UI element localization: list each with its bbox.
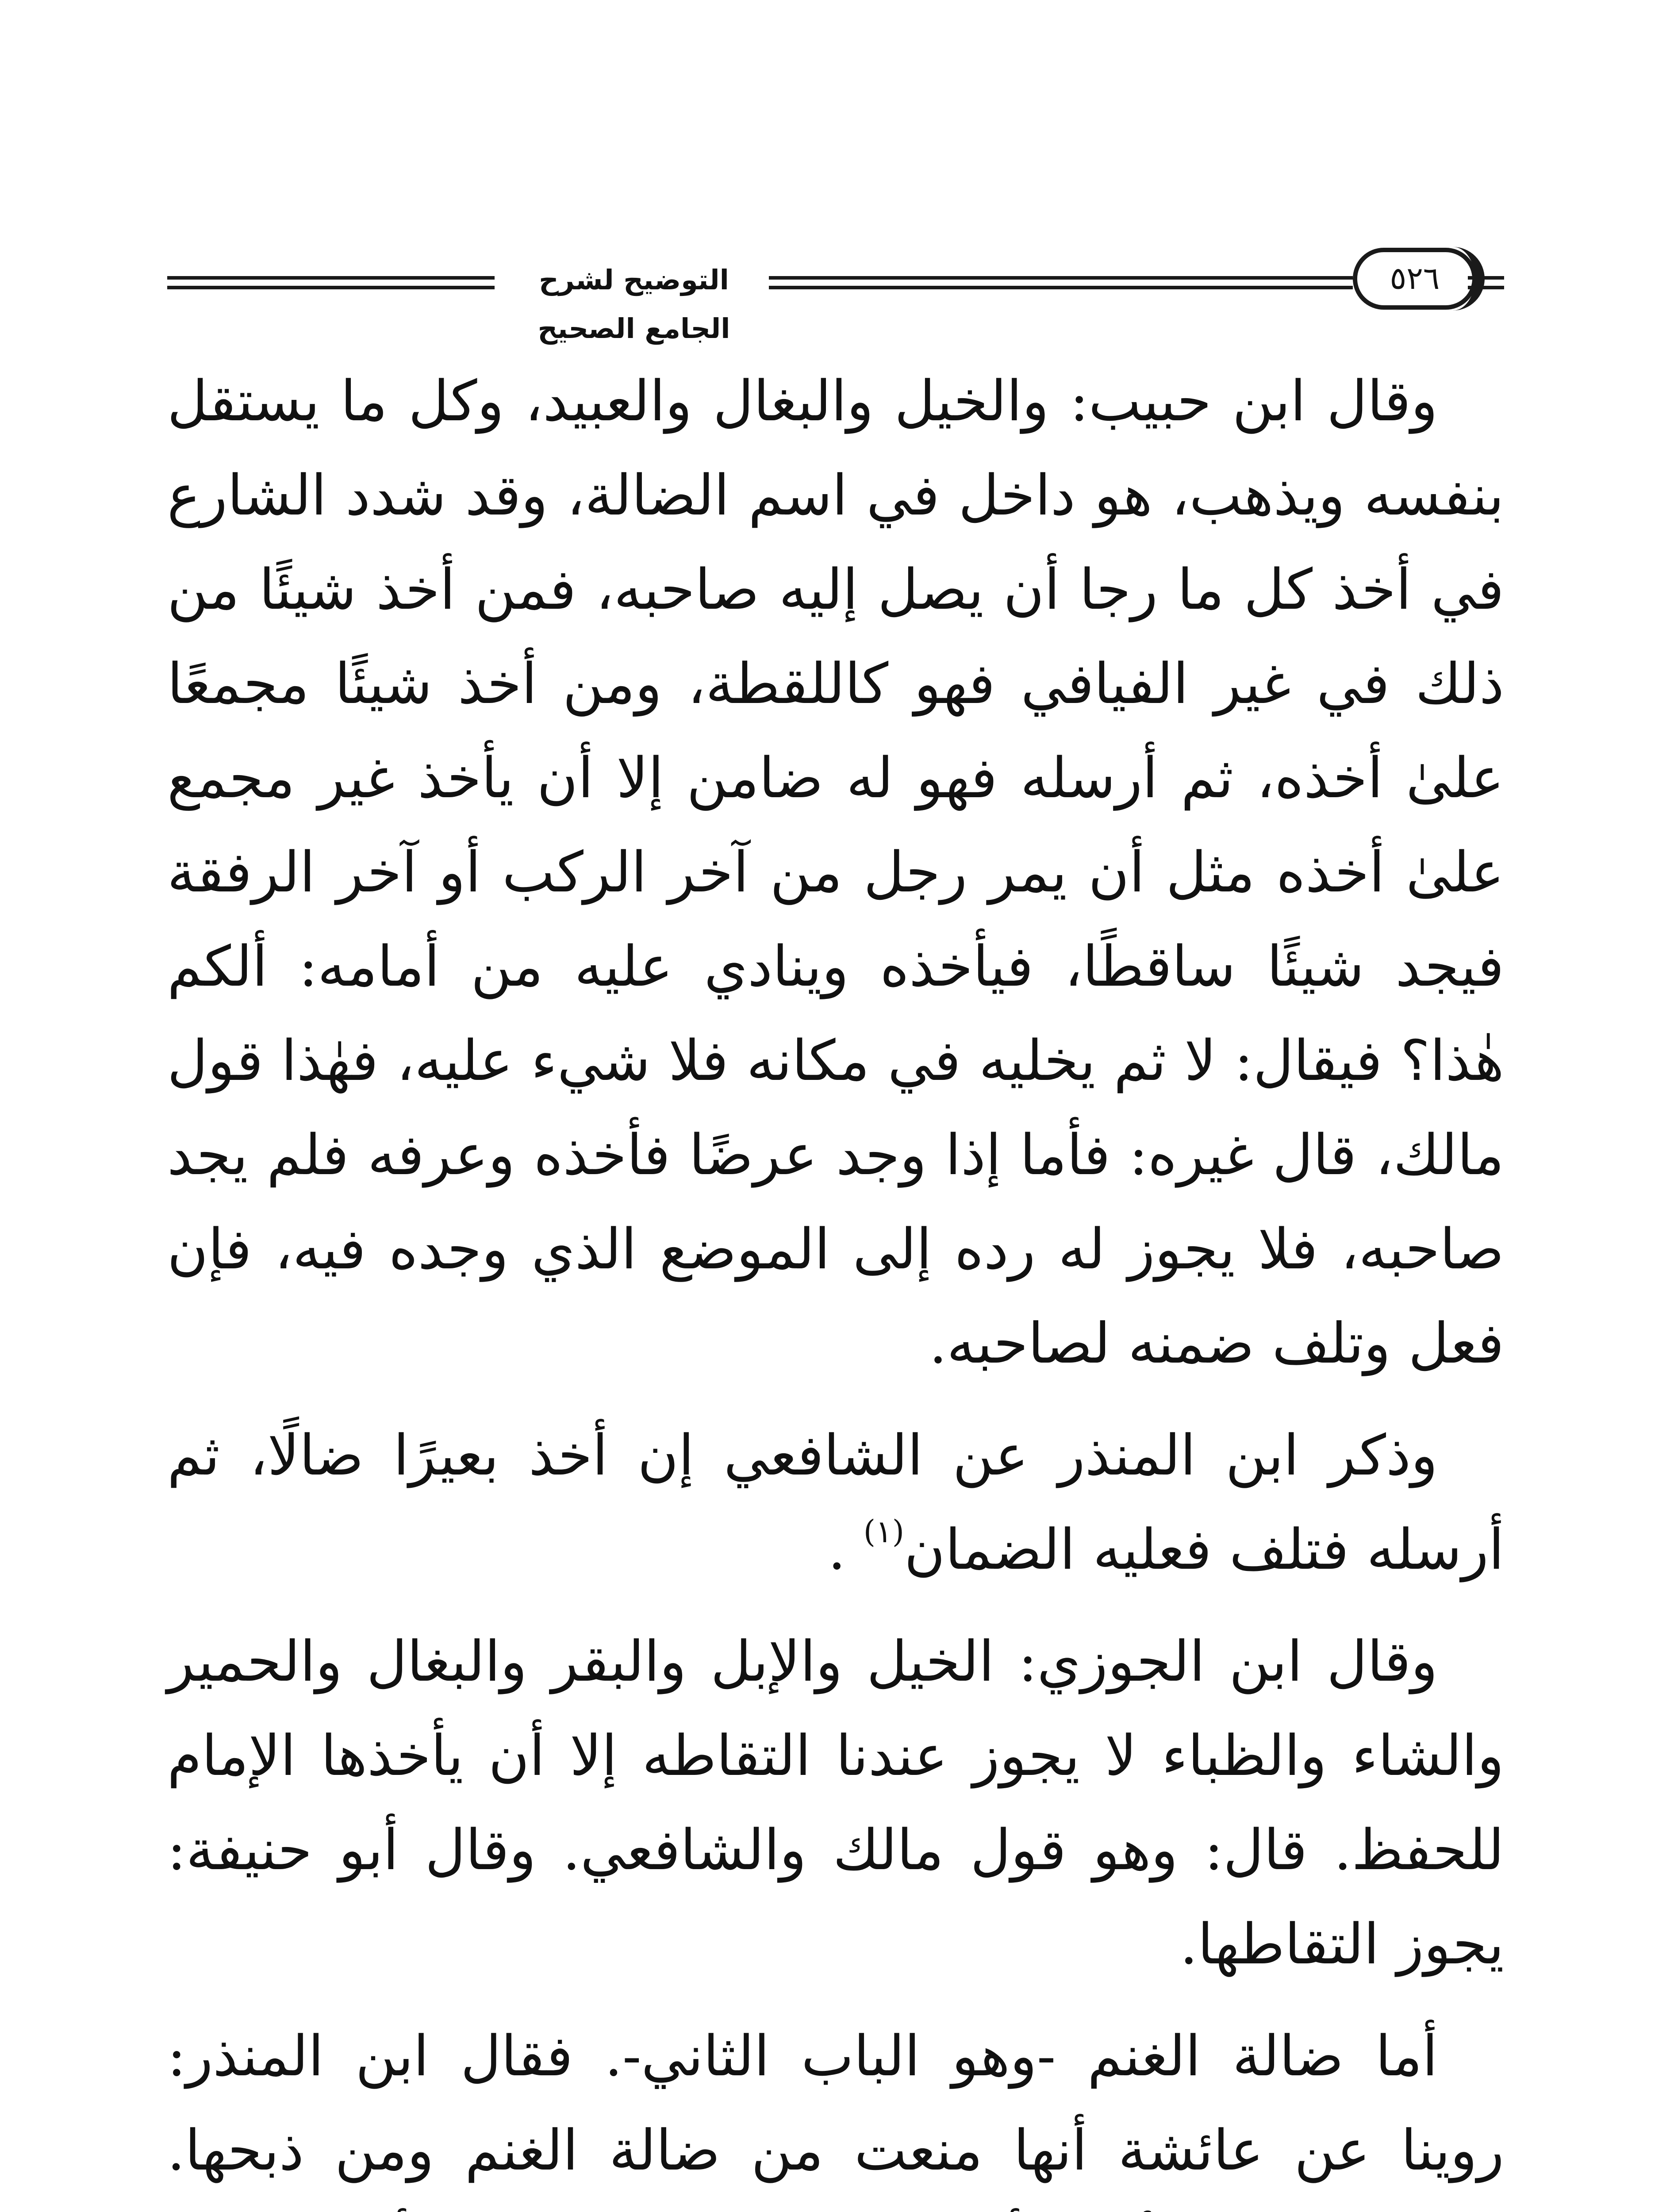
- running-header: [167, 248, 1504, 345]
- paragraph: أما ضالة الغنم -وهو الباب الثاني-. فقال ابن المنذر: روينا عن عائشة أنها منعت من ضالة الغنم ومن ذبحها.: [167, 2024, 1504, 2183]
- paragraph-tail: .: [828, 1517, 864, 1582]
- main-text: [167, 354, 1504, 2212]
- header-rule-right: [1468, 276, 1504, 289]
- paragraph: وقال ابن الجوزي: الخيل والإبل والبقر والبغال والحمير والشاء والظباء لا يجوز عندنا التقاطه إلا أن يأخذها الإمام للحفظ. قال: وهو قول مالك والشافعي. وقال أبو حنيفة: يجوز التقاطها.: [167, 1629, 1504, 1977]
- paragraph: [167, 1408, 1504, 1597]
- page-number: ٥٢٦: [1353, 248, 1477, 310]
- header-rule-left: [167, 276, 495, 289]
- running-title: التوضيح لشرح الجامع الصحيح: [537, 264, 730, 345]
- footnote-reference: (١): [863, 1513, 905, 1550]
- paragraph: وقال ابن حبيب: والخيل والبغال والعبيد، وكل ما يستقل بنفسه ويذهب، هو داخل في اسم الضالة، وقد شدد الشارع في أخذ كل ما رجا أن يصل إليه صاحبه، فمن أخذ شيئًا من ذلك في غير الفيافي فهو كاللقطة، ومن أخذ شيئًا مجمعًا علىٰ أخذه، ثم أرسله فهو له ضامن إلا أن يأخذ غير مجمع علىٰ أخذه مثل أن يمر رجل من آخر الركب أو آخر الرفقة فيجد شيئًا ساقطًا، فيأخذه وينادي عليه من أمامه: ألكم هٰذا؟ فيقال: لا ثم يخليه في مكانه فلا شيء عليه، فهٰذا قول مالك، قال غيره: فأما إذا وجد عرضًا فأخذه وعرفه فلم يجد صاحبه، فلا يجوز له رده إلى الموضع الذي وجده فيه، فإن فعل وتلف ضمنه لصاحبه.: [167, 369, 1504, 1376]
- paragraph-text: وذكر ابن المنذر عن الشافعي إن أخذ بعيرًا ضالًا، ثم أرسله فتلف فعليه الضمان: [167, 1423, 1504, 1582]
- header-rule-middle: [769, 276, 1353, 289]
